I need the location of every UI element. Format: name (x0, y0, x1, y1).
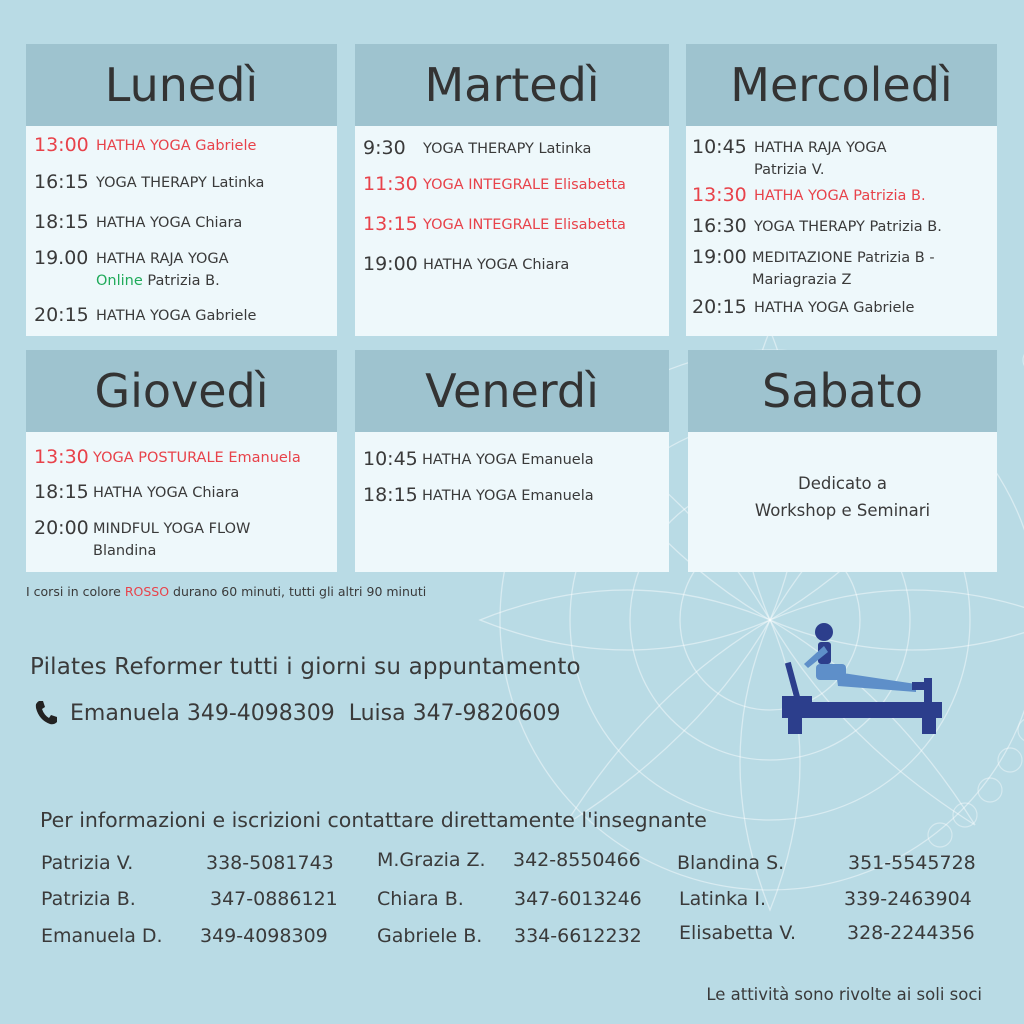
class-time: 16:15 (34, 171, 89, 193)
contact-phone: 328-2244356 (847, 922, 975, 944)
day-title: Lunedì (26, 44, 337, 126)
class-name: HATHA YOGA Emanuela (422, 488, 594, 504)
day-title: Martedì (355, 44, 669, 126)
class-time: 19:00 (363, 253, 418, 275)
class-row (363, 137, 665, 160)
class-name: HATHA YOGA Patrizia B. (754, 188, 926, 204)
contact-phone: 342-8550466 (513, 849, 641, 871)
contact-name: Chiara B. (377, 888, 464, 910)
class-time: 19:00 (692, 246, 747, 268)
duration-note (26, 584, 426, 599)
class-row (363, 213, 665, 236)
class-time: 18:15 (34, 211, 89, 233)
contact-phone: 347-0886121 (210, 888, 338, 910)
class-row (34, 517, 333, 562)
class-name: YOGA POSTURALE Emanuela (93, 450, 301, 466)
class-name: HATHA RAJA YOGA (754, 140, 887, 156)
day-card-saturday (688, 350, 997, 572)
class-name: HATHA YOGA Gabriele (96, 138, 257, 154)
class-time: 13:15 (363, 213, 418, 235)
day-card-tuesday (355, 44, 669, 336)
contact-name: Patrizia V. (41, 852, 134, 874)
class-row (34, 171, 333, 194)
class-row (34, 247, 333, 292)
contact-phone: 347-6013246 (514, 888, 642, 910)
note-text-before: I corsi in colore (26, 584, 121, 599)
class-time: 20:15 (34, 304, 89, 326)
day-title: Venerdì (355, 350, 669, 432)
contact-name: Elisabetta V. (679, 922, 797, 944)
class-row (34, 446, 333, 469)
class-time: 19.00 (34, 247, 89, 269)
class-row (692, 136, 993, 181)
class-name: HATHA YOGA Gabriele (754, 300, 915, 316)
class-teacher: Blandina (93, 543, 157, 559)
class-row (692, 246, 993, 291)
class-row (692, 184, 993, 207)
pilates-phone-numbers: Emanuela 349-4098309 Luisa 347-9820609 (70, 700, 561, 726)
class-row (34, 304, 333, 327)
day-card-friday (355, 350, 669, 572)
online-label: Online (96, 273, 143, 289)
class-time: 10:45 (363, 448, 418, 470)
class-name: MINDFUL YOGA FLOW (93, 521, 251, 537)
class-teacher: Patrizia B. (147, 273, 220, 289)
class-time: 10:45 (692, 136, 747, 158)
class-row (34, 481, 333, 504)
note-red-word: ROSSO (124, 584, 170, 599)
class-list (26, 432, 337, 572)
class-time: 20:00 (34, 517, 89, 539)
day-title: Sabato (688, 350, 997, 432)
class-time: 20:15 (692, 296, 747, 318)
pilates-reformer-illustration (776, 622, 948, 740)
contact-name: Blandina S. (677, 852, 785, 874)
class-name: MEDITAZIONE Patrizia B - (752, 250, 935, 266)
saturday-text (688, 470, 997, 524)
class-name-block (752, 246, 935, 291)
class-name: YOGA THERAPY Latinka (96, 175, 265, 191)
class-name: YOGA INTEGRALE Elisabetta (423, 217, 626, 233)
contact-phone: 349-4098309 (200, 925, 328, 947)
class-time: 18:15 (363, 484, 418, 506)
class-list (355, 432, 669, 572)
info-title: Per informazioni e iscrizioni contattare direttamente l'insegnante (40, 808, 707, 832)
class-row (34, 211, 333, 234)
class-name-block (93, 517, 250, 562)
day-title: Mercoledì (686, 44, 997, 126)
class-time: 18:15 (34, 481, 89, 503)
pilates-phones (34, 700, 561, 726)
class-name: HATHA YOGA Emanuela (422, 452, 594, 468)
note-text-after: durano 60 minuti, tutti gli altri 90 minuti (173, 584, 427, 599)
class-list (26, 126, 337, 336)
phone-icon (34, 700, 58, 726)
class-name: HATHA YOGA Chiara (96, 215, 243, 231)
saturday-line-2: Workshop e Seminari (754, 501, 931, 520)
contact-phone: 351-5545728 (848, 852, 976, 874)
class-name: HATHA YOGA Chiara (93, 485, 240, 501)
saturday-body (688, 432, 997, 572)
class-name: HATHA YOGA Chiara (423, 257, 570, 273)
class-teacher: Patrizia V. (754, 162, 825, 178)
class-time: 16:30 (692, 215, 747, 237)
day-card-wednesday (686, 44, 997, 336)
class-time: 11:30 (363, 173, 418, 195)
day-card-monday (26, 44, 337, 336)
pilates-title: Pilates Reformer tutti i giorni su appuntamento (30, 654, 581, 680)
class-name: YOGA THERAPY Patrizia B. (754, 219, 942, 235)
class-name: HATHA YOGA Gabriele (96, 308, 257, 324)
class-row (34, 134, 333, 157)
saturday-line-1: Dedicato a (797, 474, 888, 493)
contact-name: Latinka I. (679, 888, 766, 910)
class-row (363, 448, 665, 471)
contact-phone: 334-6612232 (514, 925, 642, 947)
contact-phone: 338-5081743 (206, 852, 334, 874)
class-time: 13:00 (34, 134, 89, 156)
day-card-thursday (26, 350, 337, 572)
contact-name: Gabriele B. (377, 925, 483, 947)
members-only-footer: Le attività sono rivolte ai soli soci (706, 985, 982, 1004)
class-list (355, 126, 669, 336)
class-row (363, 173, 665, 196)
contact-name: M.Grazia Z. (377, 849, 486, 871)
class-teacher: Mariagrazia Z (752, 272, 852, 288)
class-row (692, 215, 993, 238)
day-title: Giovedì (26, 350, 337, 432)
class-name: YOGA INTEGRALE Elisabetta (423, 177, 626, 193)
class-time: 13:30 (34, 446, 89, 468)
contact-name: Emanuela D. (41, 925, 163, 947)
class-row (692, 296, 993, 319)
contact-name: Patrizia B. (41, 888, 136, 910)
class-list (686, 126, 997, 336)
class-name-block (96, 247, 229, 292)
class-time: 13:30 (692, 184, 747, 206)
class-time: 9:30 (363, 137, 406, 159)
contact-phone: 339-2463904 (844, 888, 972, 910)
class-name-block (754, 136, 887, 181)
class-row (363, 253, 665, 276)
class-row (363, 484, 665, 507)
class-name: YOGA THERAPY Latinka (423, 141, 592, 157)
class-name: HATHA RAJA YOGA (96, 251, 229, 267)
